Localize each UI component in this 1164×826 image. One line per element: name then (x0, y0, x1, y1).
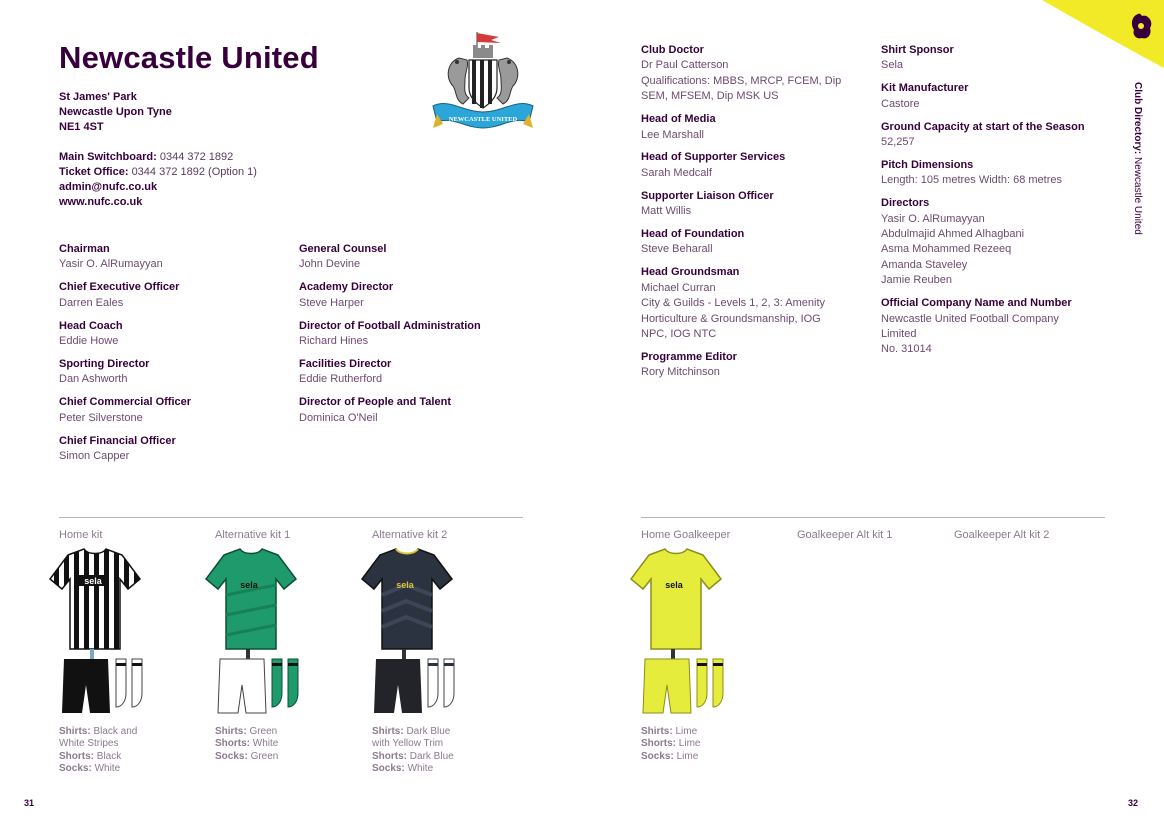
directory-entry-label: Head of Foundation (641, 228, 745, 241)
switchboard-number: 0344 372 1892 (159, 151, 234, 163)
kit-description-line (372, 751, 454, 763)
kit-description-key: Shorts: (641, 738, 676, 750)
directory-entry-value: City & Guilds - Levels 1, 2, 3: Amenity (641, 297, 826, 310)
kit-description-key: Shirts: (641, 726, 673, 737)
kit-description-value: Black and (93, 726, 138, 737)
ticket-office-number: 0344 372 1892 (Option 1) (131, 166, 257, 178)
kit-description-line (215, 751, 278, 763)
kit-description-key: Shirts: (215, 726, 247, 737)
kit-label-alt1: Alternative kit 1 (215, 529, 291, 541)
directory-entry (299, 395, 529, 426)
address-line: NE1 4ST (59, 121, 104, 133)
kit-description-value: Dark Blue (406, 726, 451, 737)
directory-entry-value: Amanda Staveley (881, 258, 968, 271)
directory-entry (59, 242, 289, 273)
directory-entry-value: Lee Marshall (641, 128, 704, 141)
directory-entry (881, 196, 1121, 288)
directory-entry (641, 112, 871, 143)
home-kit-description (59, 726, 137, 776)
alt-kit-2-description (372, 726, 454, 776)
page-number-left: 31 (24, 798, 35, 808)
club-address (59, 90, 172, 135)
kit-label-gk-home: Home Goalkeeper (641, 529, 731, 541)
kit-description-line (372, 763, 454, 775)
directory-entry-value: Simon Capper (59, 449, 130, 462)
directory-entry-label: Chief Commercial Officer (59, 396, 192, 409)
directory-entry-label: Club Doctor (641, 44, 704, 56)
directory-entry (881, 296, 1121, 358)
directory-entry (641, 227, 871, 258)
directory-entry-value: Sela (881, 59, 904, 72)
side-label-bold: Club Directory: (1132, 82, 1143, 155)
directory-entry-label: Kit Manufacturer (881, 82, 969, 95)
directory-entry-value: Length: 105 metres Width: 68 metres (881, 174, 1062, 187)
staff-column-3 (641, 43, 871, 388)
kit-label-gk-alt2: Goalkeeper Alt kit 2 (954, 529, 1050, 541)
directory-entry-label: Head Groundsman (641, 266, 740, 279)
kit-description-key: Socks: (59, 763, 92, 775)
directory-entry-value: Matt Willis (641, 205, 692, 218)
crest-banner-text: NEWCASTLE UNITED (448, 116, 518, 123)
directory-entry-value: Castore (881, 97, 920, 110)
kit-description-value: with Yellow Trim (372, 738, 444, 750)
kit-description-line (59, 726, 137, 738)
corner-accent-shape (1014, 0, 1164, 68)
alt-kit-1-description (215, 726, 278, 763)
kit-description-value: White (94, 763, 121, 775)
alt-kit-2-image (356, 545, 468, 715)
alt-kit-1-image (200, 545, 312, 715)
directory-entry-value: Asma Mohammed Rezeeq (881, 243, 1012, 256)
side-section-label (1129, 82, 1143, 252)
alt2-kit-sponsor: sela (396, 580, 414, 590)
kit-description-line (215, 738, 278, 750)
directory-entry-value: Eddie Rutherford (299, 373, 383, 386)
directory-entry-label: Head of Media (641, 113, 716, 126)
directory-entry (881, 120, 1121, 151)
kit-description-line (372, 726, 454, 738)
gk-kit-sponsor: sela (665, 580, 683, 590)
home-kit-sponsor: sela (84, 576, 102, 586)
directory-entry-value: SEM, MFSEM, Dip MSK US (641, 90, 779, 103)
directory-entry (299, 357, 529, 388)
page-number-right: 32 (1128, 798, 1139, 808)
kit-label-home: Home kit (59, 529, 103, 541)
directory-entry-value: NPC, IOG NTC (641, 328, 717, 340)
directory-entry-value: Newcastle United Football Company (881, 312, 1059, 325)
directory-entry-value: Eddie Howe (59, 335, 119, 348)
directory-entry-label: Director of People and Talent (299, 396, 451, 409)
kit-description-line (59, 738, 137, 750)
directory-entry (299, 319, 529, 350)
directory-entry-label: Programme Editor (641, 350, 737, 363)
directory-entry-value: Abdulmajid Ahmed Alhagbani (881, 228, 1025, 241)
directory-entry (881, 81, 1121, 112)
switchboard-label: Main Switchboard: (59, 151, 157, 163)
goalkeeper-kit-image (625, 545, 737, 715)
directory-entry-label: Chief Executive Officer (59, 281, 180, 294)
kit-description-line (59, 751, 137, 763)
directory-entry (641, 43, 871, 105)
kit-label-alt2: Alternative kit 2 (372, 529, 448, 541)
directory-entry-value: Richard Hines (299, 335, 369, 348)
club-crest-icon (429, 28, 537, 134)
kit-description-value: Green (249, 726, 278, 737)
club-contact (59, 150, 257, 210)
side-label-club: Newcastle United (1132, 157, 1143, 235)
email-link[interactable]: admin@nufc.co.uk (59, 181, 158, 193)
directory-entry (59, 395, 289, 426)
kit-description-line (59, 763, 137, 775)
alt1-kit-sponsor: sela (240, 580, 258, 590)
kit-description-key: Shirts: (372, 726, 404, 737)
kit-description-value: Green (250, 750, 279, 762)
directory-entry-value: Darren Eales (59, 296, 124, 309)
directory-entry (299, 280, 529, 311)
address-line: St James' Park (59, 91, 137, 103)
directory-entry-label: Ground Capacity at start of the Season (881, 120, 1085, 133)
directory-entry-label: Pitch Dimensions (881, 158, 974, 171)
staff-column-2 (299, 242, 529, 434)
directory-entry (641, 350, 871, 381)
directory-entry-value: John Devine (299, 258, 361, 271)
directory-entry-value: Dominica O'Neil (299, 411, 378, 424)
directory-entry-label: General Counsel (299, 243, 387, 255)
directory-entry-label: Shirt Sponsor (881, 44, 954, 56)
kit-description-value: Dark Blue (409, 750, 454, 762)
kit-description-value: Lime (675, 726, 698, 737)
directory-entry-label: Director of Football Administration (299, 319, 481, 332)
directory-entry-label: Supporter Liaison Officer (641, 189, 774, 202)
directory-entry-label: Directors (881, 197, 930, 210)
kit-description-key: Socks: (641, 750, 674, 762)
directory-entry-label: Sporting Director (59, 357, 150, 370)
directory-entry-value: Michael Curran (641, 281, 716, 294)
directory-entry-label: Head of Supporter Services (641, 151, 786, 164)
kit-description-value: Lime (676, 750, 699, 762)
directory-entry-label: Facilities Director (299, 357, 392, 370)
kit-description-value: White (407, 763, 434, 775)
directory-entry-value: Steve Harper (299, 296, 364, 309)
kit-description-line (641, 726, 700, 738)
staff-column-1 (59, 242, 289, 472)
kit-description-key: Shirts: (59, 726, 91, 737)
directory-entry-label: Chairman (59, 243, 110, 255)
kit-description-line (641, 751, 700, 763)
kit-description-value: White (252, 738, 279, 750)
directory-entry (641, 265, 871, 342)
directory-entry (59, 434, 289, 465)
directory-entry-value: Steve Beharall (641, 243, 713, 256)
kit-description-key: Shorts: (215, 738, 250, 750)
kit-description-value: Lime (678, 738, 701, 750)
directory-entry-label: Academy Director (299, 281, 394, 294)
directory-entry-value: Horticulture & Groundsmanship, IOG (641, 312, 821, 325)
directory-entry (59, 357, 289, 388)
directory-entry-value: Peter Silverstone (59, 411, 143, 424)
directory-entry (59, 280, 289, 311)
kit-description-key: Socks: (372, 763, 405, 775)
kit-description-key: Socks: (215, 750, 248, 762)
website-link[interactable]: www.nufc.co.uk (59, 196, 143, 208)
directory-entry-value: Jamie Reuben (881, 274, 952, 287)
directory-entry-value: Dr Paul Catterson (641, 59, 729, 72)
directory-entry (881, 158, 1121, 189)
kit-description-line (372, 738, 454, 750)
kit-section-divider-right (641, 517, 1105, 518)
ticket-office-label: Ticket Office: (59, 166, 129, 178)
directory-entry-label: Head Coach (59, 319, 123, 332)
directory-entry-value: 52,257 (881, 136, 915, 149)
kit-description-line (215, 726, 278, 738)
address-line: Newcastle Upon Tyne (59, 106, 172, 118)
directory-entry (299, 242, 529, 273)
kit-section-divider-left (59, 517, 523, 518)
directory-entry-value: Dan Ashworth (59, 373, 128, 386)
directory-entry-value: Qualifications: MBBS, MRCP, FCEM, Dip (641, 74, 842, 87)
directory-entry (59, 319, 289, 350)
club-name-title: Newcastle United (59, 40, 319, 75)
directory-entry (641, 150, 871, 181)
kit-description-value: White Stripes (59, 738, 119, 750)
directory-entry (641, 189, 871, 220)
kit-description-key: Shorts: (59, 750, 94, 762)
directory-entry-value: Limited (881, 328, 917, 340)
staff-column-4 (881, 43, 1121, 365)
directory-entry-value: Rory Mitchinson (641, 366, 720, 379)
directory-entry-label: Official Company Name and Number (881, 297, 1072, 310)
home-kit-image (44, 545, 156, 715)
directory-entry-value: Sarah Medcalf (641, 166, 712, 179)
directory-entry-value: No. 31014 (881, 343, 932, 356)
kit-description-key: Shorts: (372, 750, 407, 762)
kit-description-line (641, 738, 700, 750)
directory-entry-value: Yasir O. AlRumayyan (881, 212, 985, 225)
directory-entry-label: Chief Financial Officer (59, 434, 176, 447)
goalkeeper-kit-description (641, 726, 700, 763)
kit-label-gk-alt1: Goalkeeper Alt kit 1 (797, 529, 893, 541)
directory-entry-value: Yasir O. AlRumayyan (59, 258, 163, 271)
kit-description-value: Black (96, 750, 122, 762)
